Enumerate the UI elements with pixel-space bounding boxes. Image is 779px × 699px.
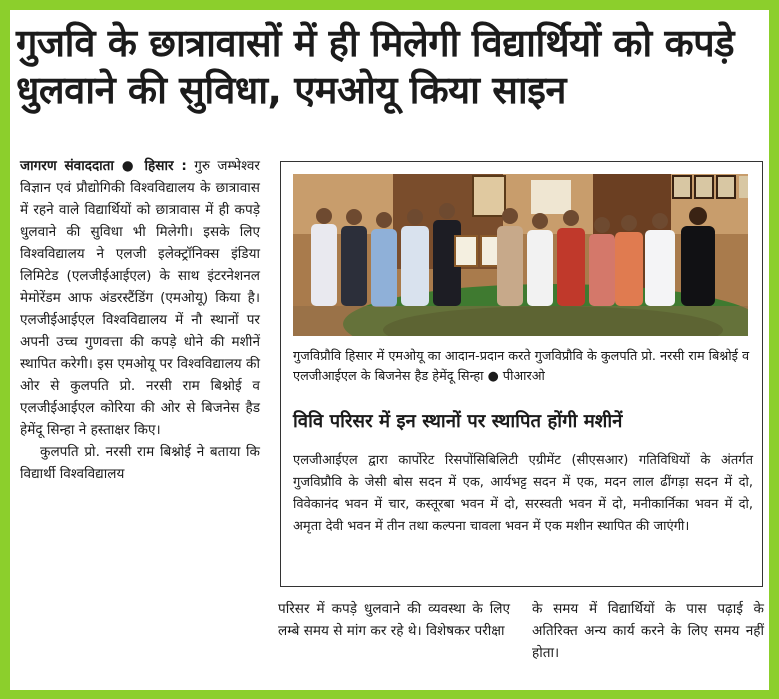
box-heading: विवि परिसर में इन स्थानों पर स्थापित होंगी मशीनें (293, 411, 623, 432)
newspaper-clipping (10, 10, 769, 690)
byline: जागरण संवाददाता ● हिसार : (20, 158, 187, 174)
photo-box (280, 161, 763, 587)
article-column-left (20, 155, 260, 485)
article-paragraph-1 (20, 155, 260, 441)
article-paragraph-2: कुलपति प्रो. नरसी राम बिश्नोई ने बताया कि विद्यार्थी विश्वविद्यालय (20, 444, 260, 482)
article-column-right: के समय में विद्यार्थियों के पास पढ़ाई के अतिरिक्त अन्य कार्य करने के लिए समय नहीं होता। (532, 601, 764, 661)
box-text: एलजीआईएल द्वारा कार्पोरेट रिसपोंसिबिलिटी एग्रीमेंट (सीएसआर) गतिविधियों के अंतर्गत गुजविप्रौवि के जेसी बोस सदन में एक, आर्यभट्ट सदन में एक, मदन लाल ढींगड़ा सदन में दो, विवेकानंद भवन में चार, कस्तूरबा भवन में दो, सरस्वती भवन में दो, मनीकार्निका भवन में दो, अमृता देवी भवन में तीन तथा कल्पना चावला भवन में एक मशीन स्थापित की जाएंगी। (293, 453, 753, 534)
mou-photo (293, 174, 748, 336)
article-column-middle: परिसर में कपड़े धुलवाने की व्यवस्था के लिए लम्बे समय से मांग कर रहे थे। विशेषकर परीक्षा (278, 601, 510, 639)
article-text-1: गुरु जम्भेश्वर विज्ञान एवं प्रौद्योगिकी विश्वविद्यालय के छात्रावास में रहने वाले विद्यार्थियों को छात्रावास में ही कपड़े धुलवाने की सुविधा भी मिलेगी। इसके लिए विश्वविद्यालय ने एलजी इलेक्ट्रॉनिक्स इंडिया लिमिटेड (एलजीईआईएल) के साथ इंटरनेशनल मेमोरेंडम आफ अंडरस्टैंडिंग (एमओयू) किया है। एलजीईआईएल विश्वविद्यालय में नौ स्थानों पर अपनी उच्च गुणवत्ता की कपड़े धोने की मशीनें स्थापित करेगी। इस एमओयू पर विश्वविद्यालय की ओर से कुलपति प्रो. नरसी राम बिश्नोई व एलजीईआईएल कोरिया की ओर से बिजनेस हैड हेमेंदू सिन्हा ने हस्ताक्षर किए। (20, 158, 260, 438)
photo-caption: गुजविप्रौवि हिसार में एमओयू का आदान-प्रदान करते गुजविप्रौवि के कुलपति प्रो. नरसी राम बिश्नोई व एलजीआईएल के बिजनेस हैड हेमेंदू सिन्हा ● पीआरओ (293, 349, 750, 384)
headline: गुजवि के छात्रावासों में ही मिलेगी विद्यार्थियों को कपड़े धुलवाने की सुविधा, एमओयू किया साइन (16, 21, 735, 112)
